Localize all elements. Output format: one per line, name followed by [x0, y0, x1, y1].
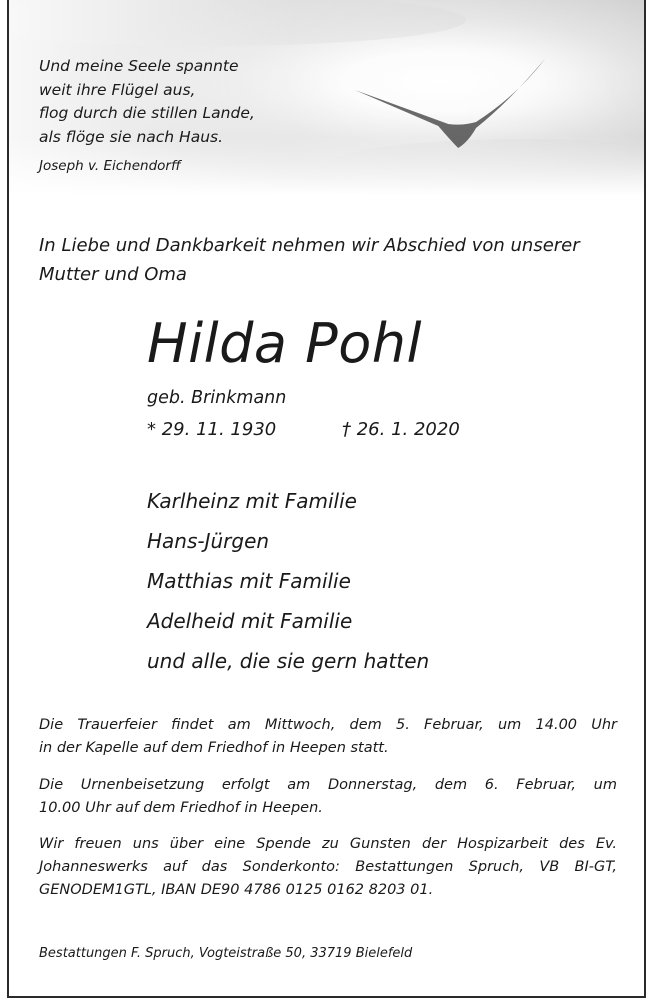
poem-line: flog durch die stillen Lande,	[39, 104, 255, 122]
poem-line: als flöge sie nach Haus.	[39, 127, 224, 146]
funeral-home-footer: Bestattungen F. Spruch, Vogteistraße 50, 33719 Bielefeld	[39, 946, 413, 961]
notice-line: Die Urnenbeisetzung erfolgt am Donnerstag, dem 6. Februar, um	[39, 777, 617, 793]
mourner: Matthias mit Familie	[147, 569, 351, 593]
poem	[39, 55, 255, 149]
intro-text	[39, 232, 580, 289]
notice-line: in der Kapelle auf dem Friedhof in Heepen statt.	[39, 740, 389, 756]
death-date: † 26. 1. 2020	[342, 419, 460, 440]
obituary-card	[7, 0, 646, 998]
poem-author: Joseph v. Eichendorff	[39, 158, 181, 174]
notice-line: Die Trauerfeier findet am Mittwoch, dem 5. Februar, um 14.00 Uhr	[39, 717, 617, 733]
urn-burial-notice	[39, 774, 617, 820]
mourner: und alle, die sie gern hatten	[147, 649, 430, 673]
mourner: Adelheid mit Familie	[147, 609, 353, 633]
deceased-name: Hilda Pohl	[147, 312, 422, 375]
poem-line: weit ihre Flügel aus,	[39, 80, 196, 99]
poem-line: Und meine Seele spannte	[39, 57, 239, 75]
donation-notice	[39, 833, 617, 902]
notice-line: GENODEM1GTL, IBAN DE90 4786 0125 0162 8203 01.	[39, 882, 434, 898]
funeral-service-notice	[39, 714, 617, 760]
mourner: Karlheinz mit Familie	[147, 489, 357, 513]
notice-line: Johanneswerks auf das Sonderkonto: Bestattungen Spruch, VB BI-GT,	[39, 859, 617, 875]
mourners-list	[147, 481, 429, 681]
notice-line: Wir freuen uns über eine Spende zu Gunsten der Hospizarbeit des Ev.	[39, 836, 617, 852]
maiden-name: geb. Brinkmann	[147, 388, 287, 408]
mourner: Hans-Jürgen	[147, 529, 270, 553]
birth-date: * 29. 11. 1930	[147, 419, 277, 440]
intro-line: In Liebe und Dankbarkeit nehmen wir Abschied von unserer	[39, 235, 580, 256]
intro-line: Mutter und Oma	[39, 263, 187, 285]
notice-line: 10.00 Uhr auf dem Friedhof in Heepen.	[39, 800, 323, 816]
